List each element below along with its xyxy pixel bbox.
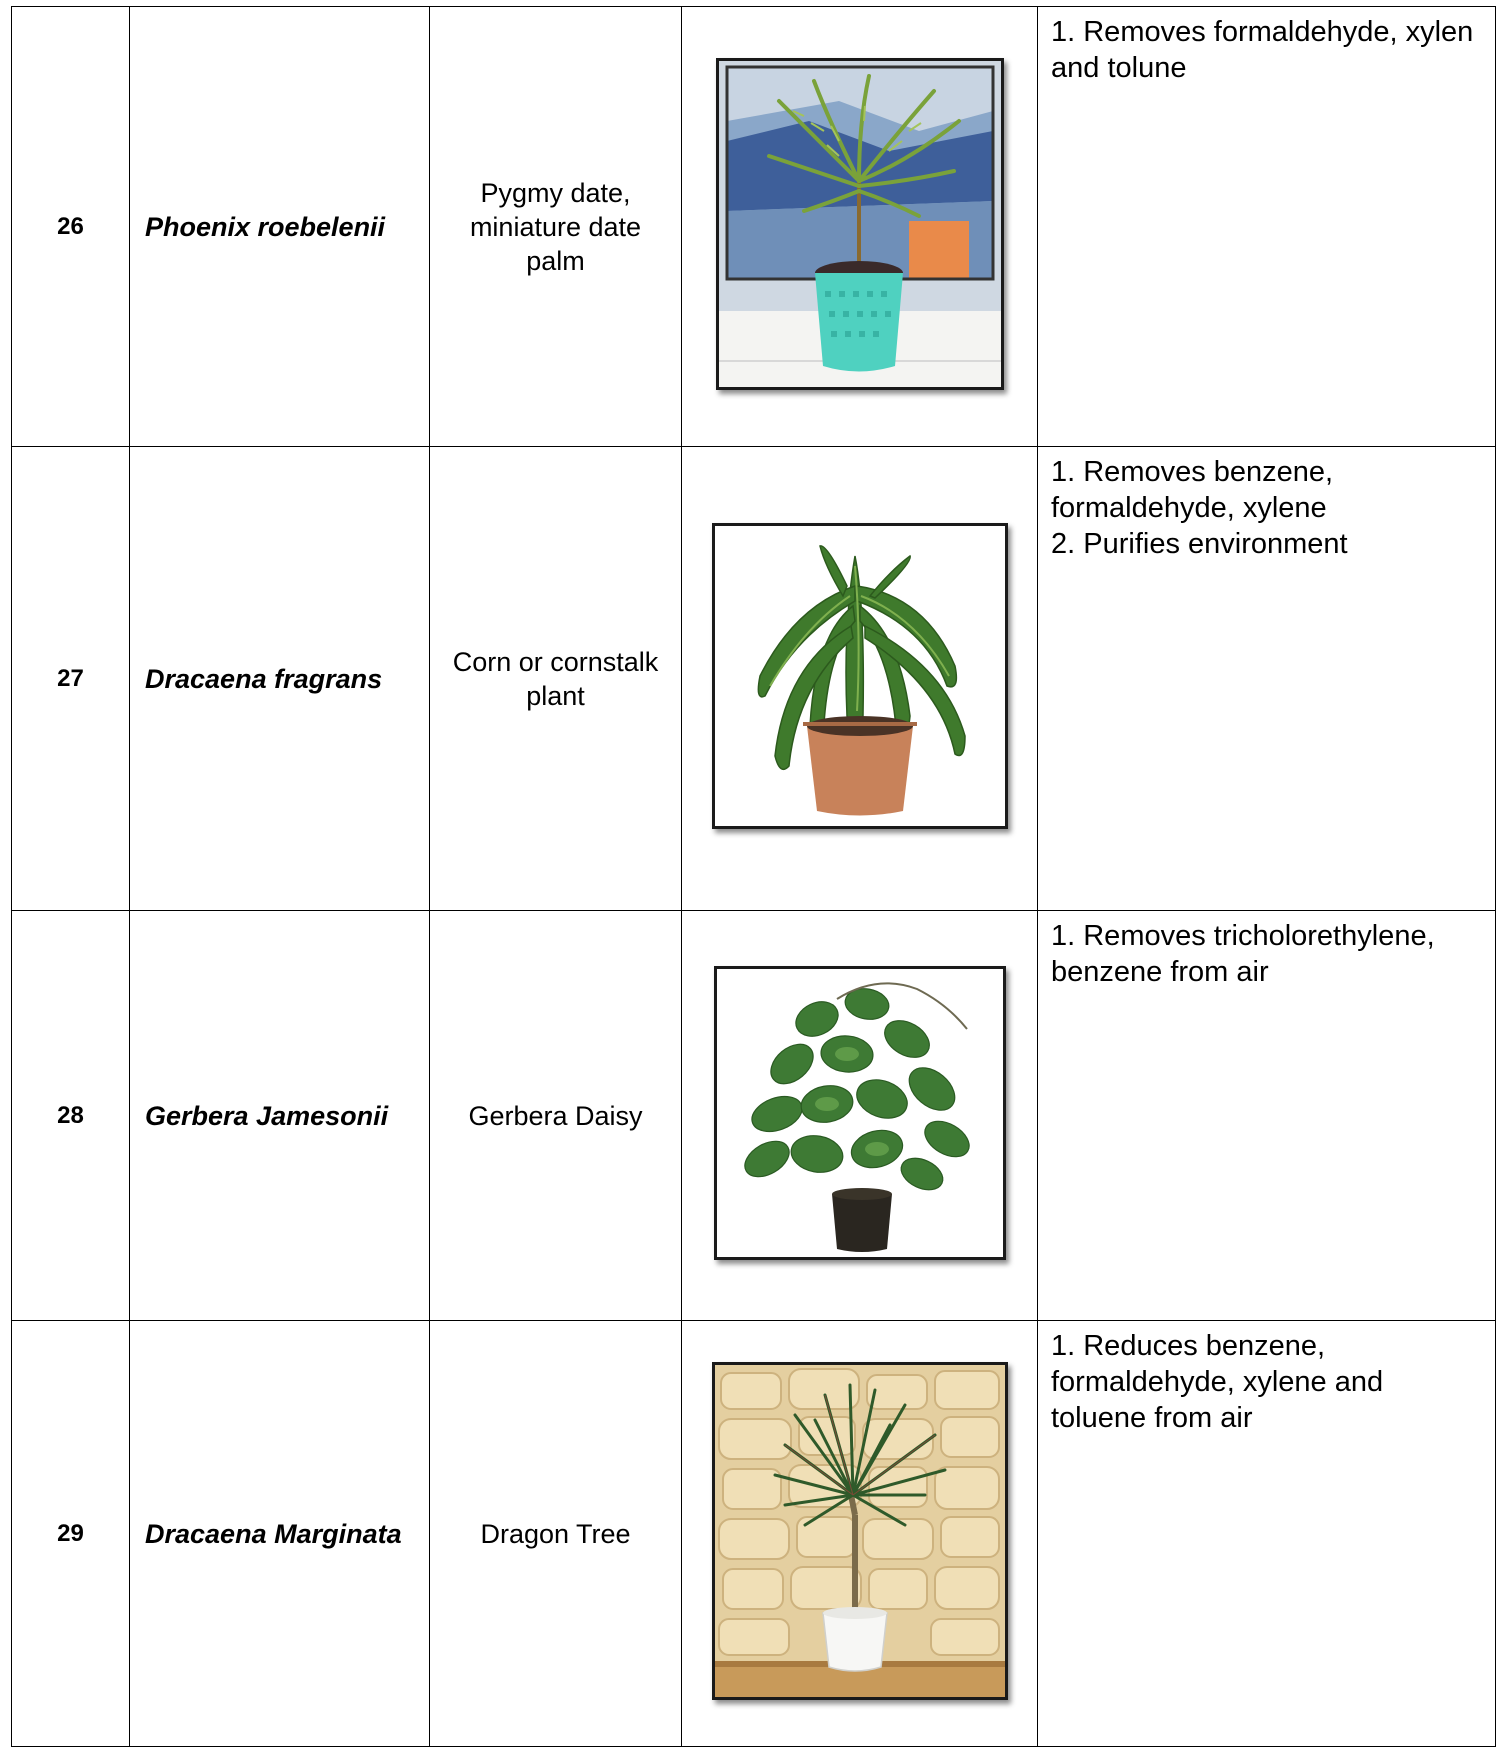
row-number: 26 [12, 7, 130, 447]
use-item: 1. Removes tricholorethylene, benzene from air [1051, 920, 1435, 988]
common-name: Corn or cornstalk plant [430, 447, 682, 911]
use-item: 1. Removes formaldehyde, xylen and tolune [1051, 16, 1474, 84]
scientific-name: Dracaena fragrans [130, 447, 430, 911]
table-row [12, 7, 1496, 447]
uses-cell [1038, 911, 1496, 1321]
uses-cell [1038, 447, 1496, 911]
row-number: 27 [12, 447, 130, 911]
photo-cell [682, 911, 1038, 1321]
photo-cell [682, 447, 1038, 911]
row-number: 28 [12, 911, 130, 1321]
row-number: 29 [12, 1321, 130, 1747]
common-name: Gerbera Daisy [430, 911, 682, 1321]
pygmy-date-palm-photo [716, 58, 1004, 390]
common-name: Dragon Tree [430, 1321, 682, 1747]
table-row [12, 447, 1496, 911]
scientific-name: Phoenix roebelenii [130, 7, 430, 447]
photo-cell [682, 7, 1038, 447]
scientific-name: Gerbera Jamesonii [130, 911, 430, 1321]
use-item: 1. Reduces benzene, formaldehyde, xylene and toluene from air [1051, 1330, 1384, 1434]
dragon-tree-photo [712, 1362, 1008, 1700]
plants-table [11, 6, 1496, 1747]
common-name: Pygmy date, miniature date palm [430, 7, 682, 447]
table-row [12, 1321, 1496, 1747]
use-item: 1. Removes benzene, formaldehyde, xylene [1051, 456, 1334, 524]
uses-cell [1038, 7, 1496, 447]
photo-cell [682, 1321, 1038, 1747]
table-row [12, 911, 1496, 1321]
use-item: 2. Purifies environment [1051, 528, 1348, 560]
uses-cell [1038, 1321, 1496, 1747]
potted-leafy-plant-photo [714, 966, 1006, 1260]
corn-plant-photo [712, 523, 1008, 829]
scientific-name: Dracaena Marginata [130, 1321, 430, 1747]
